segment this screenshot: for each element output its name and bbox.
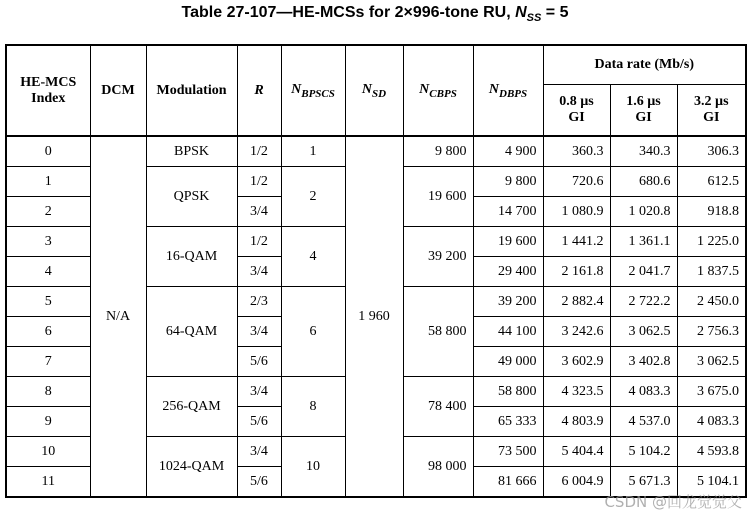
cell-ndbps: 9 800	[473, 167, 543, 197]
cell-rate-0.8: 1 441.2	[543, 227, 610, 257]
cell-ncbps: 19 600	[403, 167, 473, 227]
cell-rate-0.8: 3 242.6	[543, 317, 610, 347]
cell-r: 3/4	[237, 317, 281, 347]
cell-mcs-index: 9	[6, 407, 90, 437]
cell-r: 1/2	[237, 227, 281, 257]
cell-rate-0.8: 2 161.8	[543, 257, 610, 287]
cell-ndbps: 58 800	[473, 377, 543, 407]
cell-r: 2/3	[237, 287, 281, 317]
cell-mcs-index: 6	[6, 317, 90, 347]
cell-rate-0.8: 5 404.4	[543, 437, 610, 467]
cell-r: 5/6	[237, 347, 281, 377]
cell-rate-3.2: 4 083.3	[677, 407, 746, 437]
cell-nbpscs: 1	[281, 136, 345, 167]
cell-r: 1/2	[237, 136, 281, 167]
header-gi-0.8: 0.8 µs GI	[543, 85, 610, 137]
cell-mcs-index: 10	[6, 437, 90, 467]
cell-ncbps: 78 400	[403, 377, 473, 437]
cell-rate-3.2: 612.5	[677, 167, 746, 197]
cell-rate-3.2: 1 225.0	[677, 227, 746, 257]
cell-mcs-index: 7	[6, 347, 90, 377]
cell-nbpscs: 10	[281, 437, 345, 498]
cell-rate-3.2: 2 756.3	[677, 317, 746, 347]
cell-mcs-index: 2	[6, 197, 90, 227]
cell-rate-0.8: 6 004.9	[543, 467, 610, 498]
cell-rate-1.6: 5 104.2	[610, 437, 677, 467]
cell-mcs-index: 1	[6, 167, 90, 197]
cell-dcm: N/A	[90, 136, 146, 497]
cell-rate-3.2: 2 450.0	[677, 287, 746, 317]
table-header	[6, 45, 746, 136]
cell-mcs-index: 5	[6, 287, 90, 317]
cell-ncbps: 58 800	[403, 287, 473, 377]
caption-nss-symbol: N	[515, 4, 527, 21]
header-gi-3.2: 3.2 µs GI	[677, 85, 746, 137]
cell-mcs-index: 11	[6, 467, 90, 498]
cell-rate-0.8: 360.3	[543, 136, 610, 167]
table-row	[6, 136, 746, 167]
cell-rate-3.2: 5 104.1	[677, 467, 746, 498]
header-data-rate: Data rate (Mb/s)	[543, 45, 746, 85]
header-mcs-index: HE-MCS Index	[6, 45, 90, 136]
header-modulation: Modulation	[146, 45, 237, 136]
watermark: CSDN @回龙觉觉父	[604, 493, 742, 511]
cell-rate-0.8: 4 323.5	[543, 377, 610, 407]
header-ncbps: $N_{CBPS}$	[403, 45, 473, 136]
cell-rate-1.6: 3 062.5	[610, 317, 677, 347]
cell-rate-0.8: 720.6	[543, 167, 610, 197]
caption-nss-subscript: SS	[526, 12, 542, 25]
cell-modulation: 64-QAM	[146, 287, 237, 377]
cell-r: 3/4	[237, 197, 281, 227]
caption-nss-value: = 5	[541, 4, 569, 21]
cell-r: 3/4	[237, 257, 281, 287]
cell-ncbps: 9 800	[403, 136, 473, 167]
cell-rate-3.2: 306.3	[677, 136, 746, 167]
cell-r: 5/6	[237, 407, 281, 437]
cell-rate-3.2: 3 675.0	[677, 377, 746, 407]
header-nsd: $N_{SD}$	[345, 45, 403, 136]
header-dcm: DCM	[90, 45, 146, 136]
table-body	[6, 136, 746, 497]
cell-modulation: QPSK	[146, 167, 237, 227]
cell-nbpscs: 2	[281, 167, 345, 227]
cell-ndbps: 81 666	[473, 467, 543, 498]
cell-rate-1.6: 5 671.3	[610, 467, 677, 498]
cell-mcs-index: 3	[6, 227, 90, 257]
cell-nbpscs: 4	[281, 227, 345, 287]
mcs-table	[5, 44, 747, 498]
caption-text: Table 27-107—HE-MCSs for 2×996-tone RU,	[181, 4, 516, 21]
cell-rate-1.6: 1 361.1	[610, 227, 677, 257]
cell-rate-3.2: 1 837.5	[677, 257, 746, 287]
cell-rate-3.2: 918.8	[677, 197, 746, 227]
cell-nsd: 1 960	[345, 136, 403, 497]
cell-ndbps: 4 900	[473, 136, 543, 167]
cell-ndbps: 65 333	[473, 407, 543, 437]
header-nbpscs: $N_{BPSCS}$	[281, 45, 345, 136]
cell-r: 1/2	[237, 167, 281, 197]
cell-ndbps: 19 600	[473, 227, 543, 257]
cell-rate-1.6: 340.3	[610, 136, 677, 167]
cell-rate-1.6: 4 537.0	[610, 407, 677, 437]
cell-mcs-index: 4	[6, 257, 90, 287]
cell-rate-3.2: 4 593.8	[677, 437, 746, 467]
cell-r: 3/4	[237, 437, 281, 467]
cell-r: 3/4	[237, 377, 281, 407]
cell-rate-0.8: 4 803.9	[543, 407, 610, 437]
cell-modulation: BPSK	[146, 136, 237, 167]
cell-ndbps: 44 100	[473, 317, 543, 347]
header-ndbps: $N_{DBPS}$	[473, 45, 543, 136]
cell-rate-1.6: 2 041.7	[610, 257, 677, 287]
cell-rate-1.6: 1 020.8	[610, 197, 677, 227]
cell-rate-0.8: 1 080.9	[543, 197, 610, 227]
cell-nbpscs: 8	[281, 377, 345, 437]
cell-ndbps: 73 500	[473, 437, 543, 467]
cell-ndbps: 29 400	[473, 257, 543, 287]
cell-r: 5/6	[237, 467, 281, 498]
cell-rate-1.6: 4 083.3	[610, 377, 677, 407]
cell-ndbps: 14 700	[473, 197, 543, 227]
cell-modulation: 1024-QAM	[146, 437, 237, 498]
cell-rate-1.6: 3 402.8	[610, 347, 677, 377]
cell-ndbps: 39 200	[473, 287, 543, 317]
cell-ndbps: 49 000	[473, 347, 543, 377]
table-caption	[0, 4, 750, 24]
cell-mcs-index: 8	[6, 377, 90, 407]
cell-modulation: 16-QAM	[146, 227, 237, 287]
cell-nbpscs: 6	[281, 287, 345, 377]
cell-rate-0.8: 2 882.4	[543, 287, 610, 317]
cell-rate-1.6: 2 722.2	[610, 287, 677, 317]
header-r: R	[237, 45, 281, 136]
cell-rate-0.8: 3 602.9	[543, 347, 610, 377]
cell-ncbps: 39 200	[403, 227, 473, 287]
cell-rate-3.2: 3 062.5	[677, 347, 746, 377]
header-gi-1.6: 1.6 µs GI	[610, 85, 677, 137]
cell-rate-1.6: 680.6	[610, 167, 677, 197]
cell-modulation: 256-QAM	[146, 377, 237, 437]
cell-mcs-index: 0	[6, 136, 90, 167]
cell-ncbps: 98 000	[403, 437, 473, 498]
